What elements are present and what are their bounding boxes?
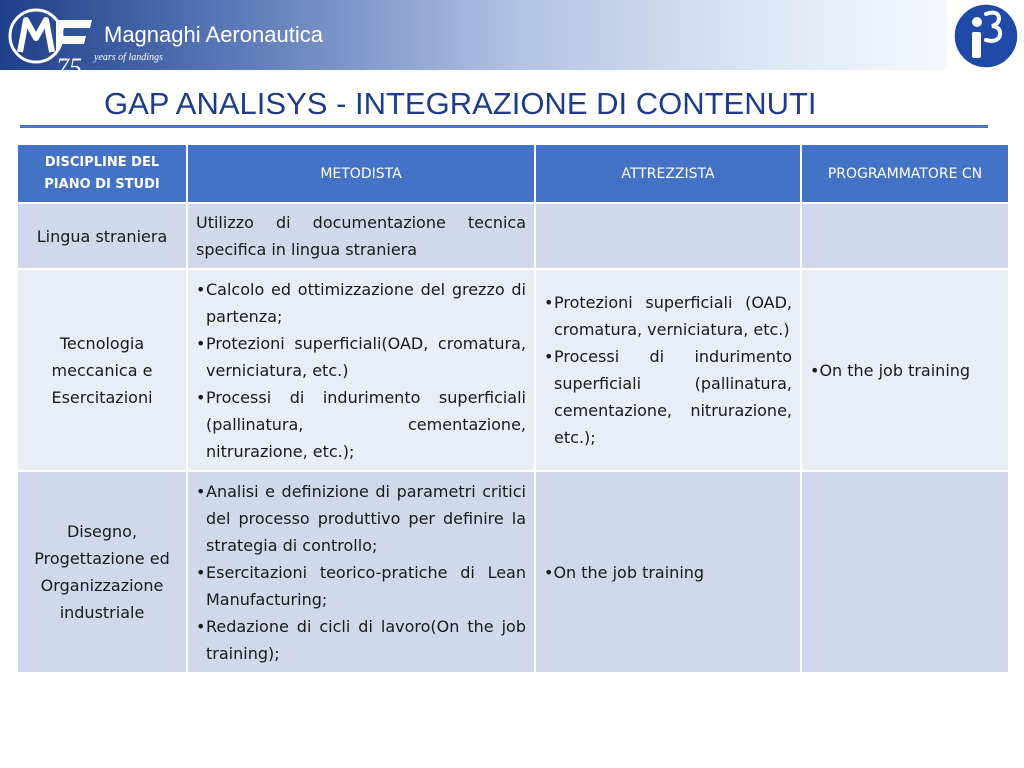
metodista-cell xyxy=(187,471,535,673)
title-divider xyxy=(20,125,988,128)
company-name: Magnaghi Aeronautica xyxy=(104,22,323,47)
header-attrezzista: ATTREZZISTA xyxy=(535,144,801,203)
list-item: • Esercitazioni teorico-pratiche di Lean Manufacturing; xyxy=(196,559,526,613)
table-header-row xyxy=(17,144,1009,203)
slide-title: GAP ANALISYS - INTEGRAZIONE DI CONTENUTI xyxy=(104,86,817,121)
list-item: • Redazione di cicli di lavoro(On the job training); xyxy=(196,613,526,667)
list-item: • Protezioni superficiali (OAD, cromatura, verniciatura, etc.) xyxy=(544,289,792,343)
discipline-cell: Disegno, Progettazione ed Organizzazione industriale xyxy=(17,471,187,673)
table-row xyxy=(17,203,1009,269)
header-programmatore: PROGRAMMATORE CN xyxy=(801,144,1009,203)
company-tagline: years of landings xyxy=(94,52,163,63)
discipline-cell: Tecnologia meccanica e Esercitazioni xyxy=(17,269,187,471)
programmatore-cell: •On the job training xyxy=(801,269,1009,471)
discipline-cell: Lingua straniera xyxy=(17,203,187,269)
gap-analysis-table xyxy=(16,143,1010,674)
list-item: • Processi di indurimento superficiali (pallinatura, cementazione, nitrurazione, etc.); xyxy=(196,384,526,465)
metodista-cell: Utilizzo di documentazione tecnica specifica in lingua straniera xyxy=(187,203,535,269)
programmatore-cell xyxy=(801,203,1009,269)
attrezzista-cell xyxy=(535,203,801,269)
table-row xyxy=(17,269,1009,471)
metodista-cell xyxy=(187,269,535,471)
list-item: • Analisi e definizione di parametri critici del processo produttivo per definire la strategia di controllo; xyxy=(196,478,526,559)
attrezzista-cell xyxy=(535,269,801,471)
list-item: • Protezioni superficiali(OAD, cromatura, verniciatura, etc.) xyxy=(196,330,526,384)
list-item: • Processi di indurimento superficiali (pallinatura, cementazione, nitrurazione, etc.); xyxy=(544,343,792,451)
magnaghi-mf-logo-icon xyxy=(6,6,96,80)
list-item: • Calcolo ed ottimizzazione del grezzo di partenza; xyxy=(196,276,526,330)
metodista-list xyxy=(196,276,526,465)
attrezzista-cell: •On the job training xyxy=(535,471,801,673)
table-row xyxy=(17,471,1009,673)
attrezzista-list xyxy=(544,289,792,451)
metodista-list xyxy=(196,478,526,667)
header-metodista: METODISTA xyxy=(187,144,535,203)
i3-logo-icon xyxy=(952,2,1020,70)
header-discipline: DISCIPLINE DEL PIANO DI STUDI xyxy=(17,144,187,203)
logo-number: 75 xyxy=(56,53,82,80)
programmatore-cell xyxy=(801,471,1009,673)
